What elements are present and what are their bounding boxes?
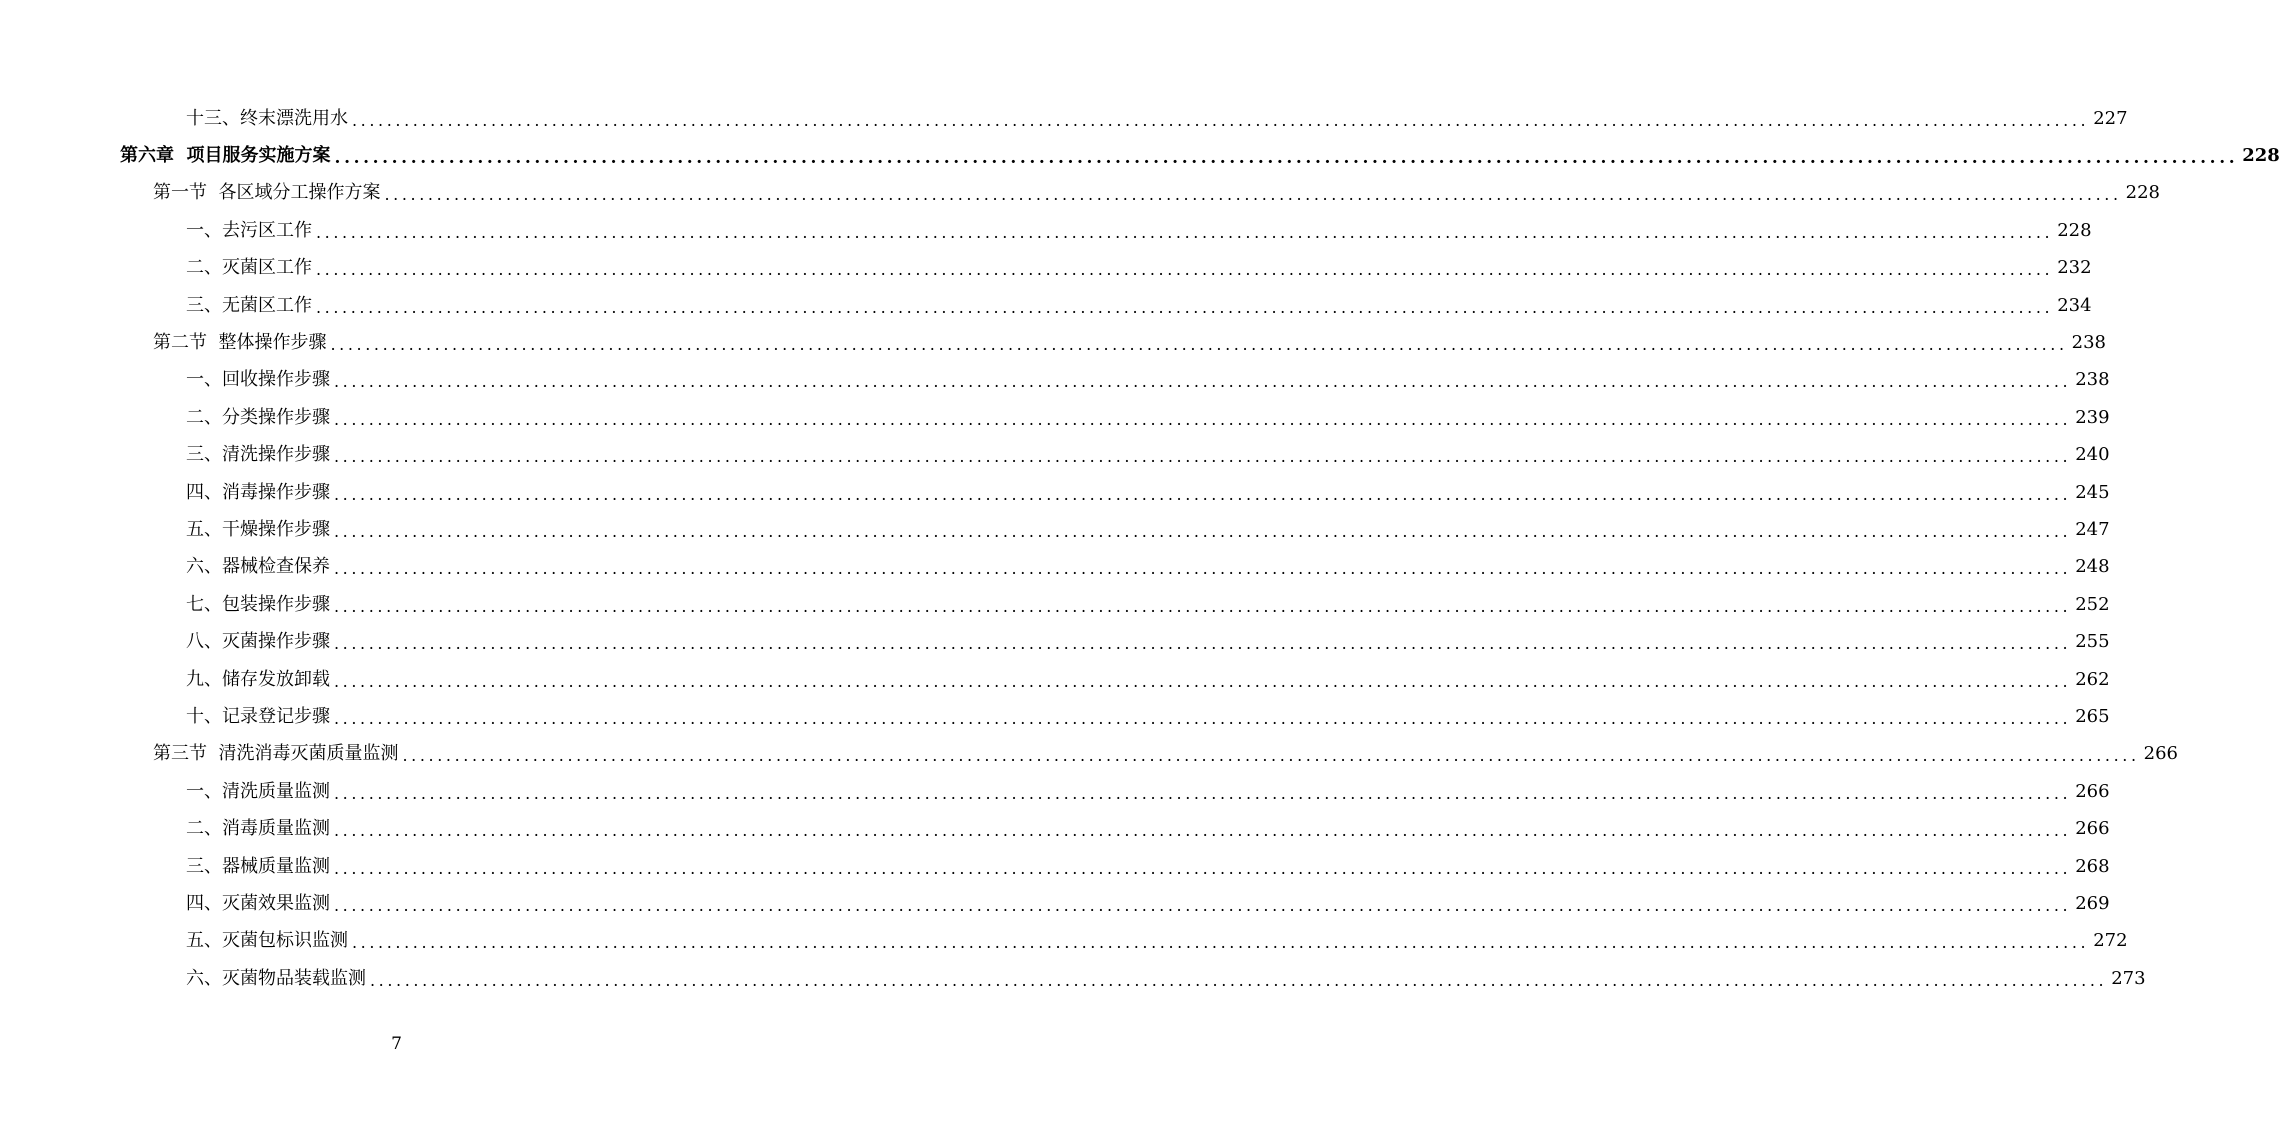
toc-entry-title: 二、分类操作步骤: [186, 406, 330, 428]
toc-entry-title: 二、消毒质量监测: [186, 818, 330, 840]
toc-dot-leader: ........................................................................................................................................................................................................: [334, 783, 2072, 803]
toc-entry-page-number: 228: [2125, 182, 2160, 204]
toc-entry-title: 一、回收操作步骤: [186, 369, 330, 391]
toc-dot-leader: ........................................................................................................................................................................................................: [334, 634, 2072, 654]
toc-entry[interactable]: [0, 586, 2110, 623]
toc-entry-page-number: 266: [2075, 780, 2110, 802]
toc-entry-title: 十三、终末漂洗用水: [186, 107, 348, 129]
toc-dot-leader: ........................................................................................................................................................................................................: [334, 895, 2072, 915]
toc-entry[interactable]: [0, 549, 2110, 586]
toc-entry-title: 第六章 项目服务实施方案: [120, 145, 331, 167]
toc-entry[interactable]: [0, 437, 2110, 474]
toc-entry-title: 一、清洗质量监测: [186, 780, 330, 802]
toc-entry-title: 三、器械质量监测: [186, 855, 330, 877]
toc-entry-title: 二、灭菌区工作: [186, 257, 312, 279]
toc-dot-leader: ........................................................................................................................................................................................................: [316, 222, 2054, 242]
toc-entry[interactable]: [0, 511, 2110, 548]
toc-entry-page-number: 268: [2075, 855, 2110, 877]
toc-entry-title: 六、器械检查保养: [186, 556, 330, 578]
toc-entry[interactable]: [0, 960, 2146, 997]
toc-dot-leader: ........................................................................................................................................................................................................: [334, 372, 2072, 392]
toc-entry-page-number: 245: [2075, 481, 2110, 503]
toc-dot-leader: ........................................................................................................................................................................................................: [334, 821, 2072, 841]
toc-entry-page-number: 227: [2093, 107, 2128, 129]
toc-entry-page-number: 265: [2075, 705, 2110, 727]
toc-entry[interactable]: [0, 324, 2106, 361]
toc-dot-leader: ........................................................................................................................................................................................................: [352, 110, 2090, 130]
toc-entry[interactable]: [0, 810, 2110, 847]
toc-entry-page-number: 273: [2111, 967, 2146, 989]
toc-entry[interactable]: [0, 362, 2110, 399]
toc-entry-page-number: 232: [2057, 257, 2092, 279]
toc-entry[interactable]: [0, 474, 2110, 511]
toc-dot-leader: ........................................................................................................................................................................................................: [334, 858, 2072, 878]
toc-dot-leader: ........................................................................................................................................................................................................: [334, 559, 2072, 579]
toc-entry-title: 三、清洗操作步骤: [186, 444, 330, 466]
toc-entry-title: 五、干燥操作步骤: [186, 518, 330, 540]
toc-dot-leader: ........................................................................................................................................................................................................: [334, 521, 2072, 541]
toc-entry-title: 第二节 整体操作步骤: [153, 332, 327, 354]
toc-entry-page-number: 238: [2075, 369, 2110, 391]
toc-entry-title: 九、储存发放卸载: [186, 668, 330, 690]
toc-entry[interactable]: [0, 137, 2280, 174]
toc-entry[interactable]: [0, 661, 2110, 698]
toc-entry[interactable]: [0, 399, 2110, 436]
toc-entry-page-number: 269: [2075, 892, 2110, 914]
toc-entry-title: 一、去污区工作: [186, 219, 312, 241]
toc-entry-page-number: 238: [2071, 332, 2106, 354]
toc-entry-title: 第三节 清洗消毒灭菌质量监测: [153, 743, 399, 765]
toc-entry-page-number: 240: [2075, 444, 2110, 466]
toc-dot-leader: ........................................................................................................................................................................................................: [334, 147, 2239, 168]
toc-entry-page-number: 228: [2242, 145, 2280, 167]
toc-entry-page-number: 252: [2075, 593, 2110, 615]
toc-entry[interactable]: [0, 698, 2110, 735]
toc-entry-page-number: 248: [2075, 556, 2110, 578]
toc-entry-page-number: 266: [2143, 743, 2178, 765]
toc-entry-page-number: 266: [2075, 818, 2110, 840]
toc-entry-title: 七、包装操作步骤: [186, 593, 330, 615]
toc-dot-leader: ........................................................................................................................................................................................................: [334, 447, 2072, 467]
toc-entry-page-number: 272: [2093, 930, 2128, 952]
page-number: 7: [391, 1034, 402, 1054]
toc-entry-title: 十、记录登记步骤: [186, 705, 330, 727]
toc-entry[interactable]: [0, 287, 2092, 324]
toc-entry-page-number: 262: [2075, 668, 2110, 690]
toc-entry[interactable]: [0, 212, 2092, 249]
toc-dot-leader: ........................................................................................................................................................................................................: [334, 671, 2072, 691]
toc-dot-leader: ........................................................................................................................................................................................................: [384, 185, 2122, 205]
toc-entry-page-number: 247: [2075, 518, 2110, 540]
toc-entry-title: 三、无菌区工作: [186, 294, 312, 316]
toc-dot-leader: ........................................................................................................................................................................................................: [402, 746, 2140, 766]
toc-entry-title: 八、灭菌操作步骤: [186, 631, 330, 653]
toc-dot-leader: ........................................................................................................................................................................................................: [334, 484, 2072, 504]
toc-dot-leader: ........................................................................................................................................................................................................: [330, 335, 2068, 355]
toc-entry[interactable]: [0, 848, 2110, 885]
toc-dot-leader: ........................................................................................................................................................................................................: [334, 596, 2072, 616]
toc-entry-page-number: 228: [2057, 219, 2092, 241]
toc-entry[interactable]: [0, 736, 2178, 773]
toc-entry[interactable]: [0, 885, 2110, 922]
toc-entry-title: 四、消毒操作步骤: [186, 481, 330, 503]
toc-entry[interactable]: [0, 175, 2160, 212]
toc-entry[interactable]: [0, 623, 2110, 660]
toc-dot-leader: ........................................................................................................................................................................................................: [370, 970, 2108, 990]
toc-dot-leader: ........................................................................................................................................................................................................: [334, 708, 2072, 728]
toc-entry[interactable]: [0, 250, 2092, 287]
toc-entry[interactable]: [0, 773, 2110, 810]
toc-entry-title: 四、灭菌效果监测: [186, 892, 330, 914]
table-of-contents: [0, 100, 2280, 997]
toc-entry-title: 五、灭菌包标识监测: [186, 930, 348, 952]
toc-dot-leader: ........................................................................................................................................................................................................: [316, 297, 2054, 317]
toc-entry-page-number: 255: [2075, 631, 2110, 653]
toc-entry-title: 六、灭菌物品装载监测: [186, 967, 366, 989]
toc-entry-title: 第一节 各区域分工操作方案: [153, 182, 381, 204]
toc-dot-leader: ........................................................................................................................................................................................................: [334, 409, 2072, 429]
toc-entry[interactable]: [0, 100, 2128, 137]
toc-entry-page-number: 234: [2057, 294, 2092, 316]
toc-entry-page-number: 239: [2075, 406, 2110, 428]
toc-entry[interactable]: [0, 923, 2128, 960]
toc-dot-leader: ........................................................................................................................................................................................................: [352, 933, 2090, 953]
toc-dot-leader: ........................................................................................................................................................................................................: [316, 260, 2054, 280]
